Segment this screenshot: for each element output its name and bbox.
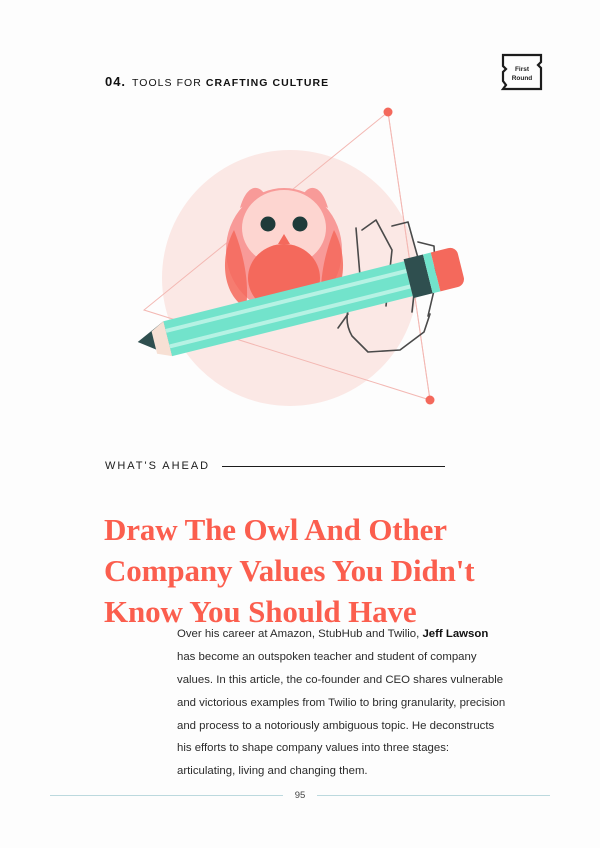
whats-ahead-rule — [222, 466, 445, 467]
owl-on-pencil-illustration — [100, 100, 500, 440]
footer-rule-right — [317, 795, 550, 796]
article-title-line-3: Know You Should Have — [104, 594, 417, 630]
summary-lead: Over his career at Amazon, StubHub and Twilio, — [177, 628, 423, 641]
page-footer — [50, 790, 550, 801]
chapter-number: 04. — [105, 74, 126, 89]
first-round-logo-icon — [500, 52, 544, 92]
logo-line1: First — [514, 66, 530, 73]
article-title — [104, 509, 484, 633]
whats-ahead-eyebrow — [105, 460, 445, 472]
logo-line2: Round — [511, 75, 533, 82]
article-summary — [177, 623, 509, 783]
chapter-label-plain: TOOLS FOR — [131, 77, 206, 89]
article-title-line-1: Draw The Owl And Other — [104, 511, 447, 547]
guide-dot-top — [384, 108, 393, 117]
summary-person-name: Jeff Lawson — [422, 628, 489, 641]
page-number: 95 — [294, 790, 306, 801]
chapter-label-bold: CRAFTING CULTURE — [205, 77, 330, 89]
guide-dot-bottom — [426, 396, 435, 405]
chapter-label — [132, 77, 329, 89]
article-title-line-2: Company Values You Didn't — [104, 552, 475, 588]
summary-rest: has become an outspoken teacher and student of company values. In this article, the co-founder and CEO shares vulnerable and victorious examples from Twilio to bring granularity, precision and process to a notoriously ambiguous topic. He deconstructs his efforts to shape company values into three stages: articulating, living and changing them. — [177, 651, 506, 778]
footer-rule-left — [50, 795, 283, 796]
chapter-header — [105, 74, 329, 89]
whats-ahead-label: WHAT'S AHEAD — [105, 460, 211, 472]
